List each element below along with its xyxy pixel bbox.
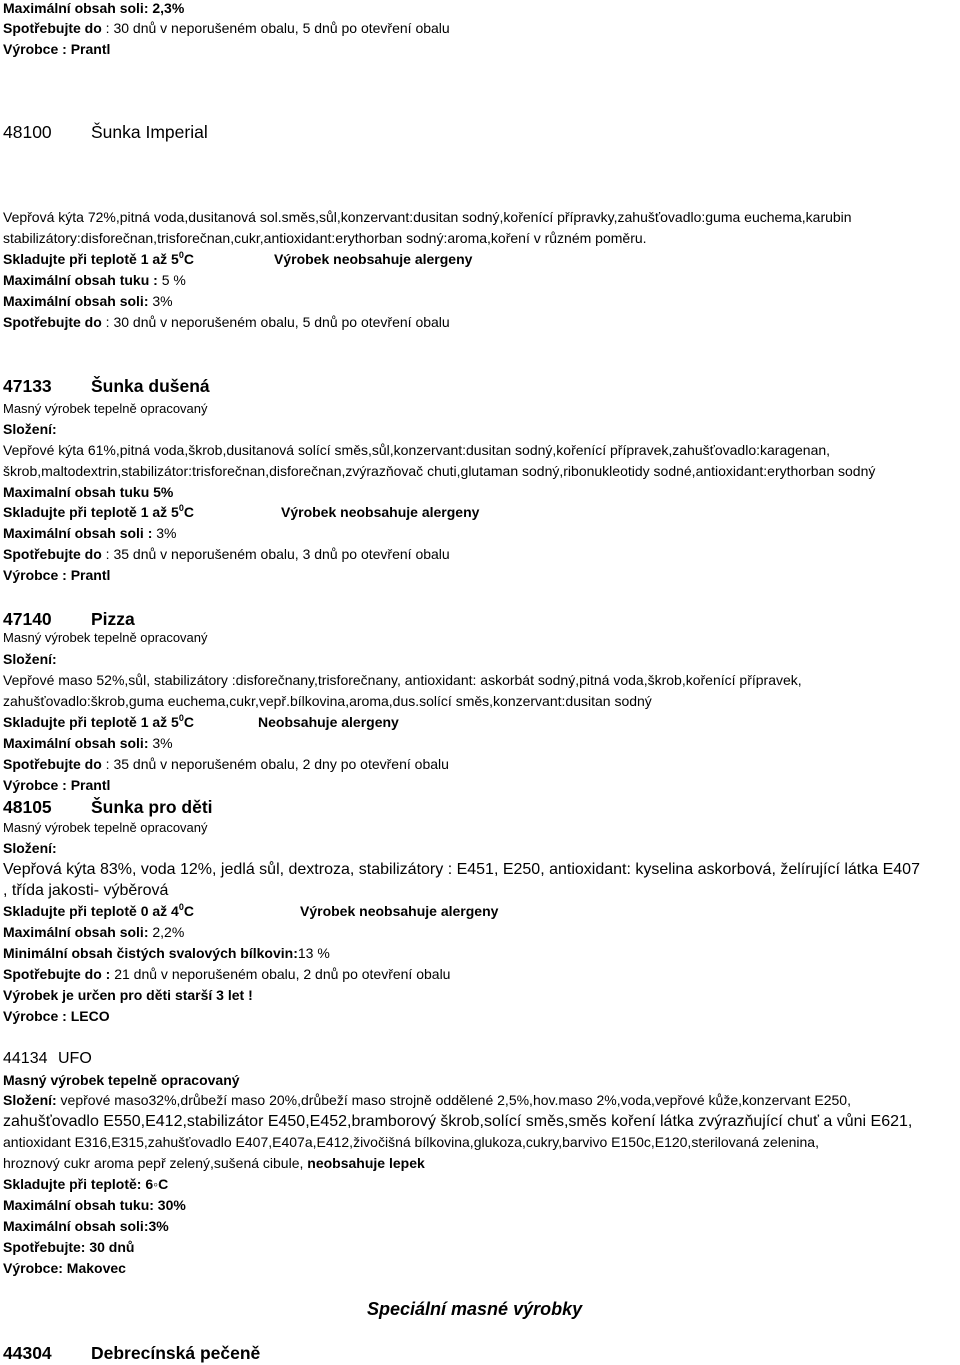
- storage-sup: 0: [178, 902, 184, 912]
- composition-line: antioxidant E316,E315,zahušťovadlo E407,E407a,E412,živočišná bílkovina,glukoza,cukry,barvivo E150c,E120,sterilovaná zelenina,: [3, 1134, 819, 1150]
- allergen-note: Neobsahuje alergeny: [258, 714, 399, 730]
- storage-text: Skladujte při teplotě 1 až 5: [3, 714, 179, 730]
- product-name: Šunka Imperial: [91, 122, 208, 142]
- storage-sup: 0: [178, 250, 184, 260]
- use-by-line: [3, 966, 450, 982]
- composition-line: [3, 1155, 425, 1171]
- producer-line: Výrobce : LECO: [3, 1008, 110, 1024]
- product-type: Masný výrobek tepelně opracovaný: [3, 630, 208, 645]
- composition-label: Složení:: [3, 651, 57, 667]
- storage-unit: C: [183, 903, 194, 919]
- product-header-44134: [3, 1049, 92, 1068]
- product-name: Pizza: [91, 609, 135, 629]
- max-salt-value: 3%: [148, 735, 173, 751]
- max-salt-value: 3%: [152, 525, 177, 541]
- storage-sup: 0: [178, 503, 184, 513]
- max-fat-line: Maximalní obsah tuku 5%: [3, 484, 174, 500]
- product-type: Masný výrobek tepelně opracovaný: [3, 401, 208, 416]
- use-by-line: [3, 20, 450, 36]
- producer-line: Výrobce: Makovec: [3, 1260, 126, 1276]
- composition-line: , třída jakosti- výběrová: [3, 882, 169, 899]
- use-by-line: Spotřebujte: 30 dnů: [3, 1239, 135, 1255]
- max-salt-label: Maximální obsah soli:: [3, 924, 149, 940]
- storage-text: Skladujte při teplotě 0 až 4: [3, 903, 179, 919]
- use-by-line: [3, 546, 450, 562]
- storage-line: [3, 902, 499, 919]
- composition-text: hroznový cukr aroma pepř zelený,sušená cibule,: [3, 1155, 308, 1171]
- max-salt-value: 2,2%: [148, 924, 185, 940]
- product-header-47133: [3, 376, 210, 396]
- producer-line: Výrobce : Prantl: [3, 777, 111, 793]
- product-code: 44304: [3, 1343, 52, 1363]
- composition-line: Vepřové kýta 61%,pitná voda,škrob,dusitanová solící směs,sůl,konzervant:dusitan sodný,kořenící přípravek,zahušťovadlo:karagenan,: [3, 442, 831, 458]
- composition-line: škrob,maltodextrin,stabilizátor:trisforečnan,disforečnan,zvýrazňovač chuti,glutaman sodný,ribonukleotidy sodné,antioxidant:erythorban sodný: [3, 463, 876, 479]
- use-by-value: : 35 dnů v neporušeném obalu, 3 dnů po otevření obalu: [101, 546, 450, 562]
- product-code: 48100: [3, 122, 52, 142]
- use-by-line: [3, 756, 449, 772]
- use-by-value: : 30 dnů v neporušeném obalu, 5 dnů po otevření obalu: [101, 314, 450, 330]
- allergen-note: Výrobek neobsahuje alergeny: [274, 251, 473, 267]
- storage-text: Skladujte při teplotě 1 až 5: [3, 504, 179, 520]
- producer-line: Výrobce : Prantl: [3, 567, 111, 583]
- composition-label: Složení:: [3, 1092, 57, 1108]
- product-type: Masný výrobek tepelně opracovaný: [3, 1072, 240, 1088]
- max-salt-line: [3, 924, 184, 940]
- product-name: Debrecínská pečeně: [91, 1343, 261, 1363]
- product-header-44304: [3, 1343, 260, 1363]
- max-salt-line: [3, 525, 177, 541]
- product-code: 47133: [3, 376, 52, 396]
- storage-line: Skladujte při teplotě: 6◦C: [3, 1176, 169, 1192]
- children-note: Výrobek je určen pro děti starší 3 let !: [3, 987, 253, 1003]
- product-name: Šunka pro děti: [91, 797, 213, 817]
- max-salt-label: Maximální obsah soli :: [3, 525, 153, 541]
- storage-line: [3, 250, 473, 267]
- use-by-value: 21 dnů v neporušeném obalu, 2 dnů po otevření obalu: [110, 966, 451, 982]
- use-by-label: Spotřebujte do: [3, 314, 102, 330]
- use-by-value: : 30 dnů v neporušeném obalu, 5 dnů po otevření obalu: [101, 20, 450, 36]
- max-salt-line: [3, 293, 173, 309]
- max-fat-line: Maximální obsah tuku: 30%: [3, 1197, 186, 1213]
- storage-unit: C: [183, 251, 194, 267]
- product-code: 48105: [3, 797, 52, 817]
- protein-line: [3, 945, 330, 961]
- use-by-label: Spotřebujte do: [3, 546, 102, 562]
- composition-line: Vepřová kýta 83%, voda 12%, jedlá sůl, dextroza, stabilizátory : E451, E250, antioxidant: kyselina askorbová, želírující látka E407: [3, 861, 920, 878]
- composition-label: Složení:: [3, 421, 57, 437]
- use-by-label: Spotřebujte do: [3, 756, 102, 772]
- product-code: 44134: [3, 1050, 48, 1067]
- storage-unit: C: [183, 714, 194, 730]
- use-by-value: : 35 dnů v neporušeném obalu, 2 dny po otevření obalu: [101, 756, 449, 772]
- product-name: UFO: [58, 1050, 92, 1067]
- protein-label: Minimální obsah čistých svalových bílkovin:: [3, 945, 298, 961]
- allergen-note: Výrobek neobsahuje alergeny: [300, 903, 499, 919]
- product-type: Masný výrobek tepelně opracovaný: [3, 820, 208, 835]
- max-salt-value: 3%: [148, 293, 173, 309]
- max-salt-label: Maximální obsah soli:: [3, 735, 149, 751]
- max-salt-line: Maximální obsah soli:3%: [3, 1218, 169, 1234]
- max-salt-line: [3, 735, 173, 751]
- composition-line: Vepřová kýta 72%,pitná voda,dusitanová sol.směs,sůl,konzervant:dusitan sodný,kořenící přípravky,zahušťovadlo:guma euchema,karubin: [3, 209, 852, 225]
- use-by-line: [3, 314, 450, 330]
- product-header-48100: [3, 122, 208, 142]
- protein-value: 13 %: [297, 945, 330, 961]
- max-fat-label: Maximální obsah tuku :: [3, 272, 158, 288]
- storage-line: [3, 503, 480, 520]
- producer-line: Výrobce : Prantl: [3, 41, 111, 57]
- product-header-47140: [3, 609, 135, 629]
- use-by-label: Spotřebujte do: [3, 20, 102, 36]
- storage-line: [3, 713, 399, 730]
- composition-label: Složení:: [3, 840, 57, 856]
- product-header-48105: [3, 797, 213, 817]
- max-fat-line: [3, 272, 186, 288]
- composition-line: Vepřové maso 52%,sůl, stabilizátory :disforečnany,trisforečnany, antioxidant: askorbát sodný,pitná voda,škrob,kořenící přípravek,: [3, 672, 802, 688]
- gluten-note: neobsahuje lepek: [307, 1155, 425, 1171]
- composition-text: vepřové maso32%,drůbeží maso 20%,drůbeží maso strojně oddělené 2,5%,hov.maso 2%,voda,vepřové kůže,konzervant E250,: [56, 1092, 851, 1108]
- storage-text: Skladujte při teplotě 1 až 5: [3, 251, 179, 267]
- composition-line: zahušťovadlo E550,E412,stabilizátor E450,E452,bramborový škrob,solící směs,směs koření látka zvýrazňující chuť a vůni E621,: [3, 1113, 913, 1130]
- max-salt-label: Maximální obsah soli:: [3, 293, 149, 309]
- composition-line: zahušťovadlo:škrob,guma euchema,cukr,vepř.bílkovina,aroma,dus.solící směs,konzervant:dusitan sodný: [3, 693, 652, 709]
- max-fat-value: 5 %: [157, 272, 186, 288]
- allergen-note: Výrobek neobsahuje alergeny: [281, 504, 480, 520]
- composition-line: [3, 1092, 851, 1108]
- storage-unit: C: [183, 504, 194, 520]
- product-name: Šunka dušená: [91, 376, 210, 396]
- max-salt-line: Maximální obsah soli: 2,3%: [3, 0, 185, 16]
- section-title: Speciální masné výrobky: [367, 1299, 583, 1319]
- use-by-label: Spotřebujte do :: [3, 966, 111, 982]
- product-code: 47140: [3, 609, 52, 629]
- storage-sup: 0: [178, 713, 184, 723]
- composition-line: stabilizátory:disforečnan,trisforečnan,cukr,antioxidant:erythorban sodný:aroma,koření v různém poměru.: [3, 230, 647, 246]
